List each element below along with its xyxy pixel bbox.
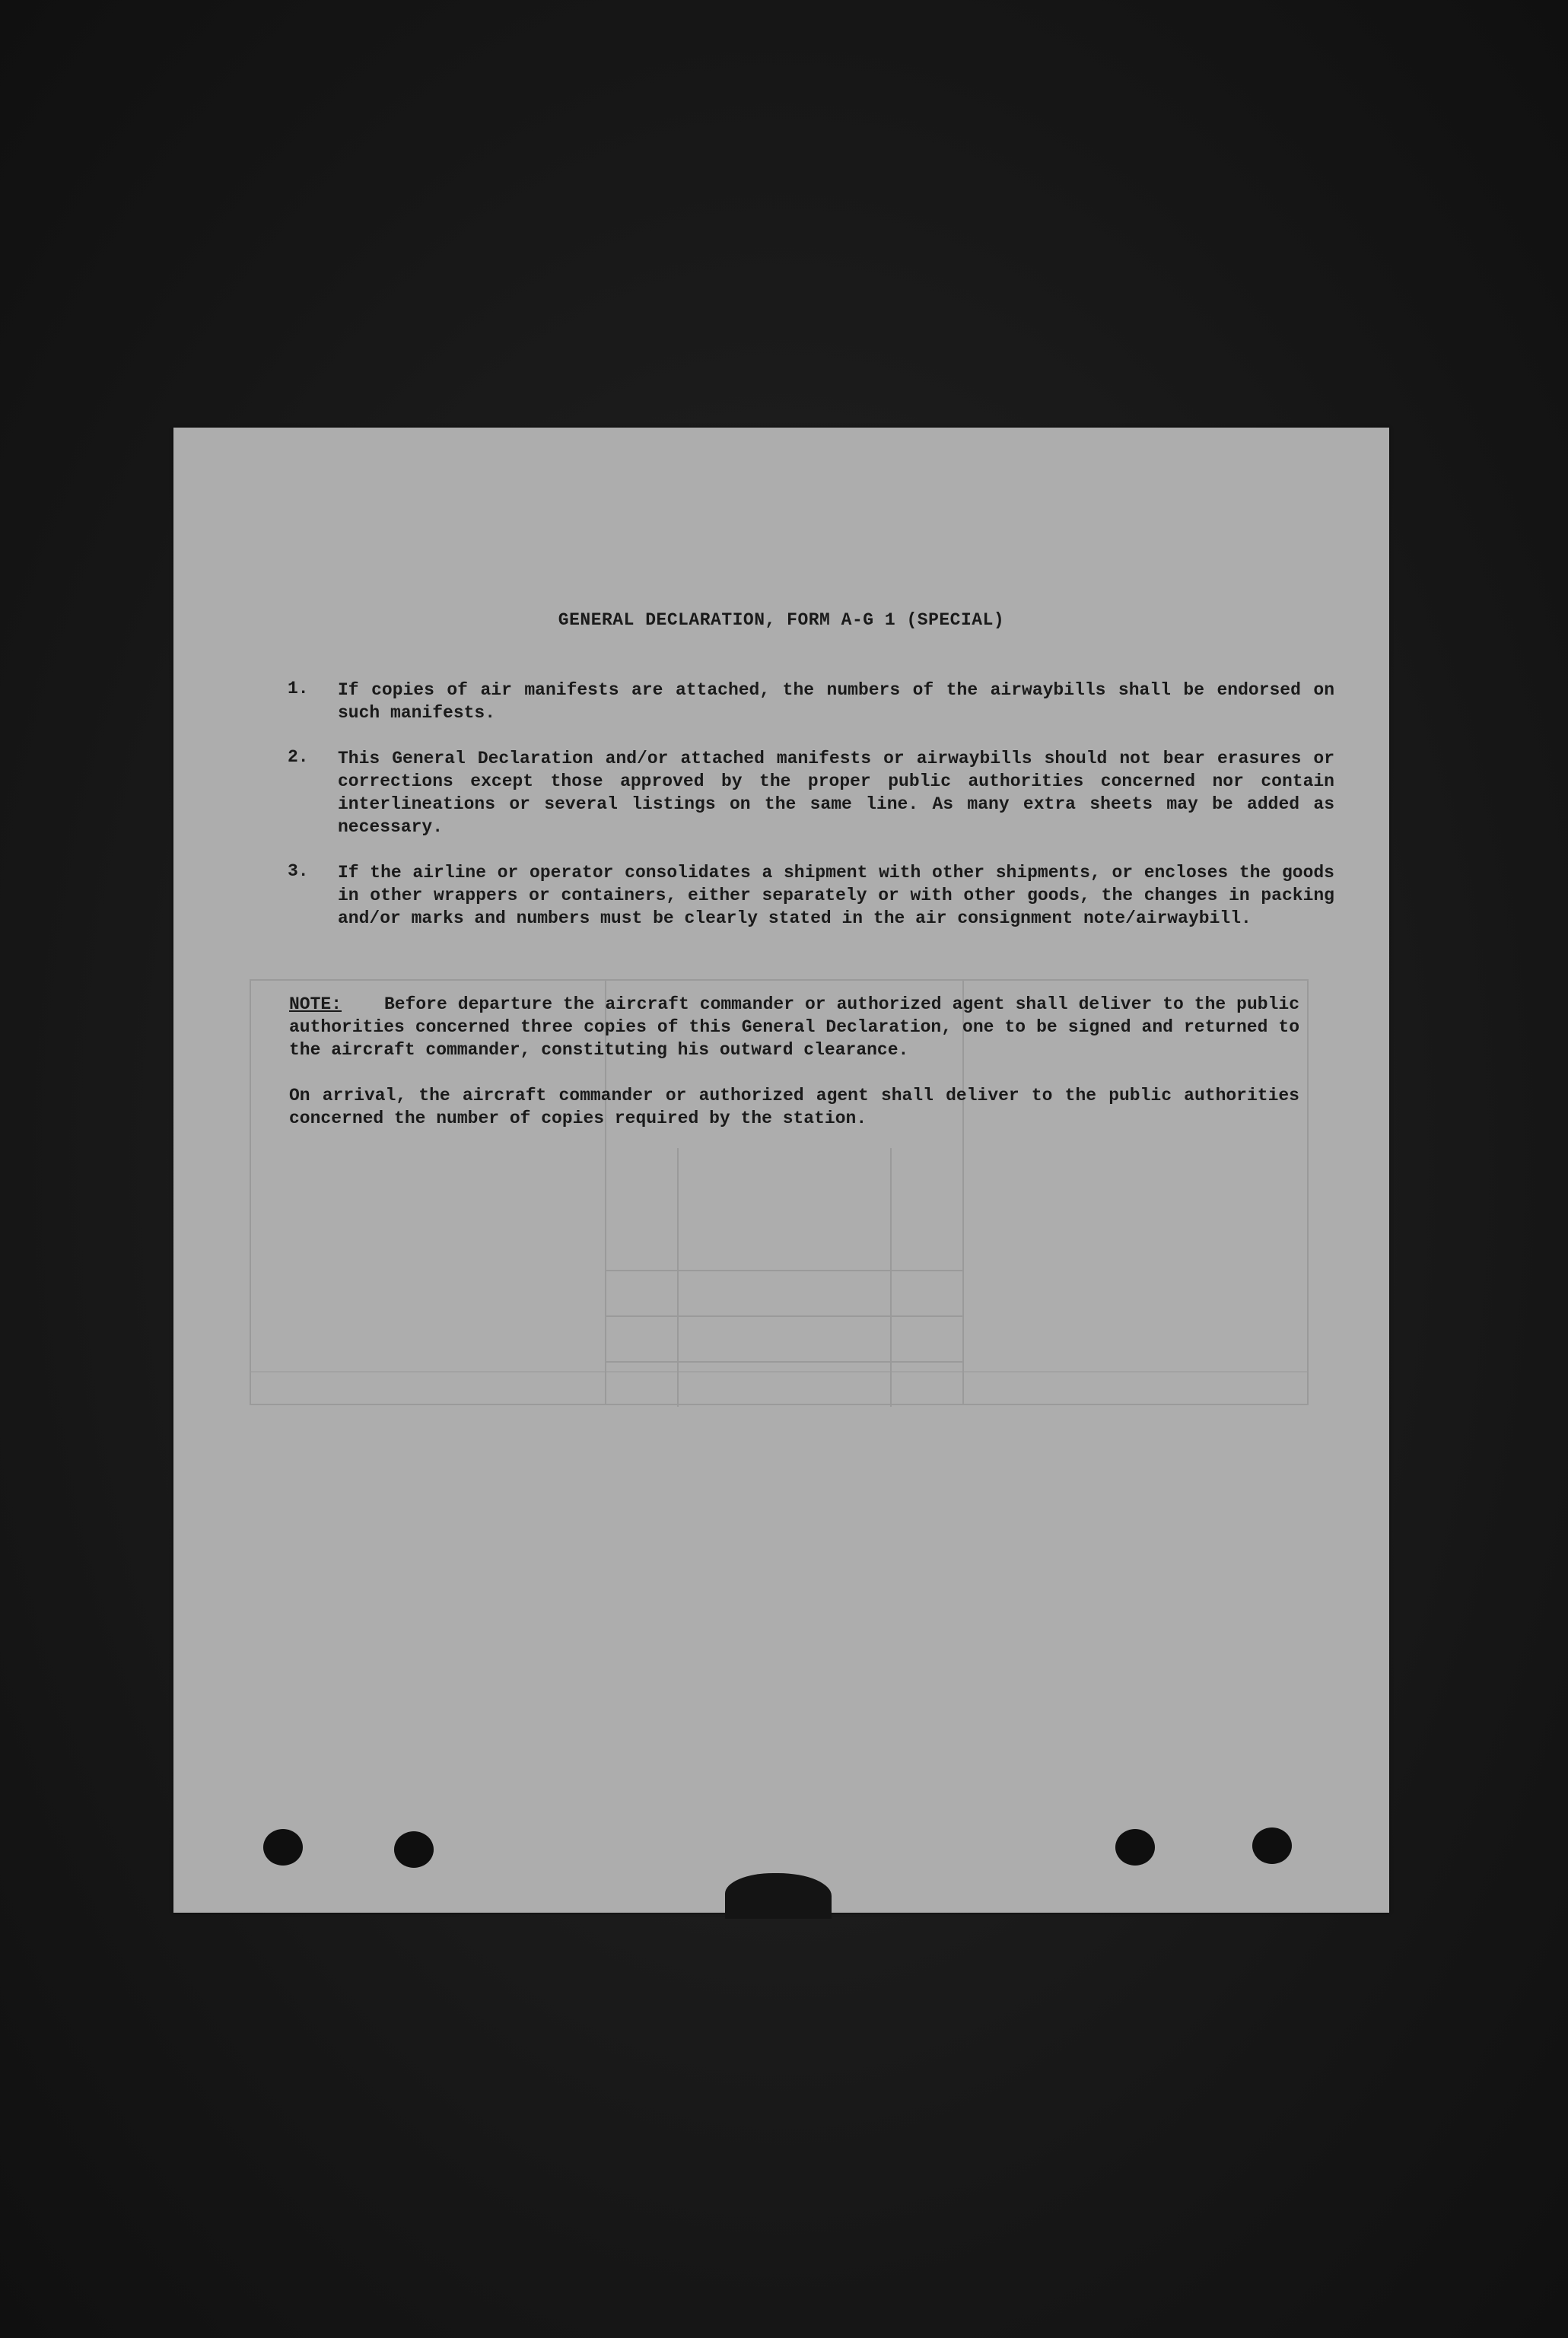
item-number: 1. <box>288 679 309 698</box>
frame-divider <box>677 1148 679 1407</box>
note-paragraph-2: On arrival, the aircraft commander or authorized agent shall deliver to the public authorities concerned the number of copies required by the station. <box>289 1086 1299 1128</box>
torn-edge <box>725 1873 832 1919</box>
frame-divider <box>605 1315 962 1317</box>
instruction-item <box>288 679 1337 724</box>
document-title: GENERAL DECLARATION, FORM A-G 1 (SPECIAL) <box>558 610 1005 630</box>
instruction-item <box>288 747 1337 838</box>
punch-hole <box>1252 1827 1292 1864</box>
punch-hole <box>1115 1829 1155 1866</box>
note-paragraph-1: Before departure the aircraft commander or authorized agent shall deliver to the public authorities concerned three copies of this General Declaration, one to be signed and returned to the aircraft commander, constituting his outward clearance. <box>289 994 1299 1060</box>
item-text: If copies of air manifests are attached, the numbers of the airwaybills shall be endorsed on such manifests. <box>338 680 1334 723</box>
note-section <box>289 993 1299 1153</box>
frame-divider <box>890 1148 892 1407</box>
item-text: This General Declaration and/or attached manifests or airwaybills should not bear erasures or corrections except those approved by the proper public authorities concerned nor contain interlineations or several listings on the same line. As many extra sheets may be added as necessary. <box>338 749 1334 837</box>
note-paragraph <box>289 993 1299 1061</box>
instruction-list <box>288 679 1337 953</box>
punch-hole <box>263 1829 303 1866</box>
item-number: 3. <box>288 861 309 881</box>
item-number: 2. <box>288 747 309 767</box>
instruction-item <box>288 861 1337 930</box>
document-sheet <box>173 428 1389 1913</box>
punch-hole <box>394 1831 434 1868</box>
frame-divider <box>605 1361 962 1363</box>
frame-divider <box>605 1270 962 1271</box>
item-text: If the airline or operator consolidates a shipment with other shipments, or encloses the goods in other wrappers or containers, either separately or with other goods, the changes in packing and/or marks and numbers must be clearly stated in the air consignment note/airwaybill. <box>338 863 1334 928</box>
note-label: NOTE: <box>289 994 342 1014</box>
